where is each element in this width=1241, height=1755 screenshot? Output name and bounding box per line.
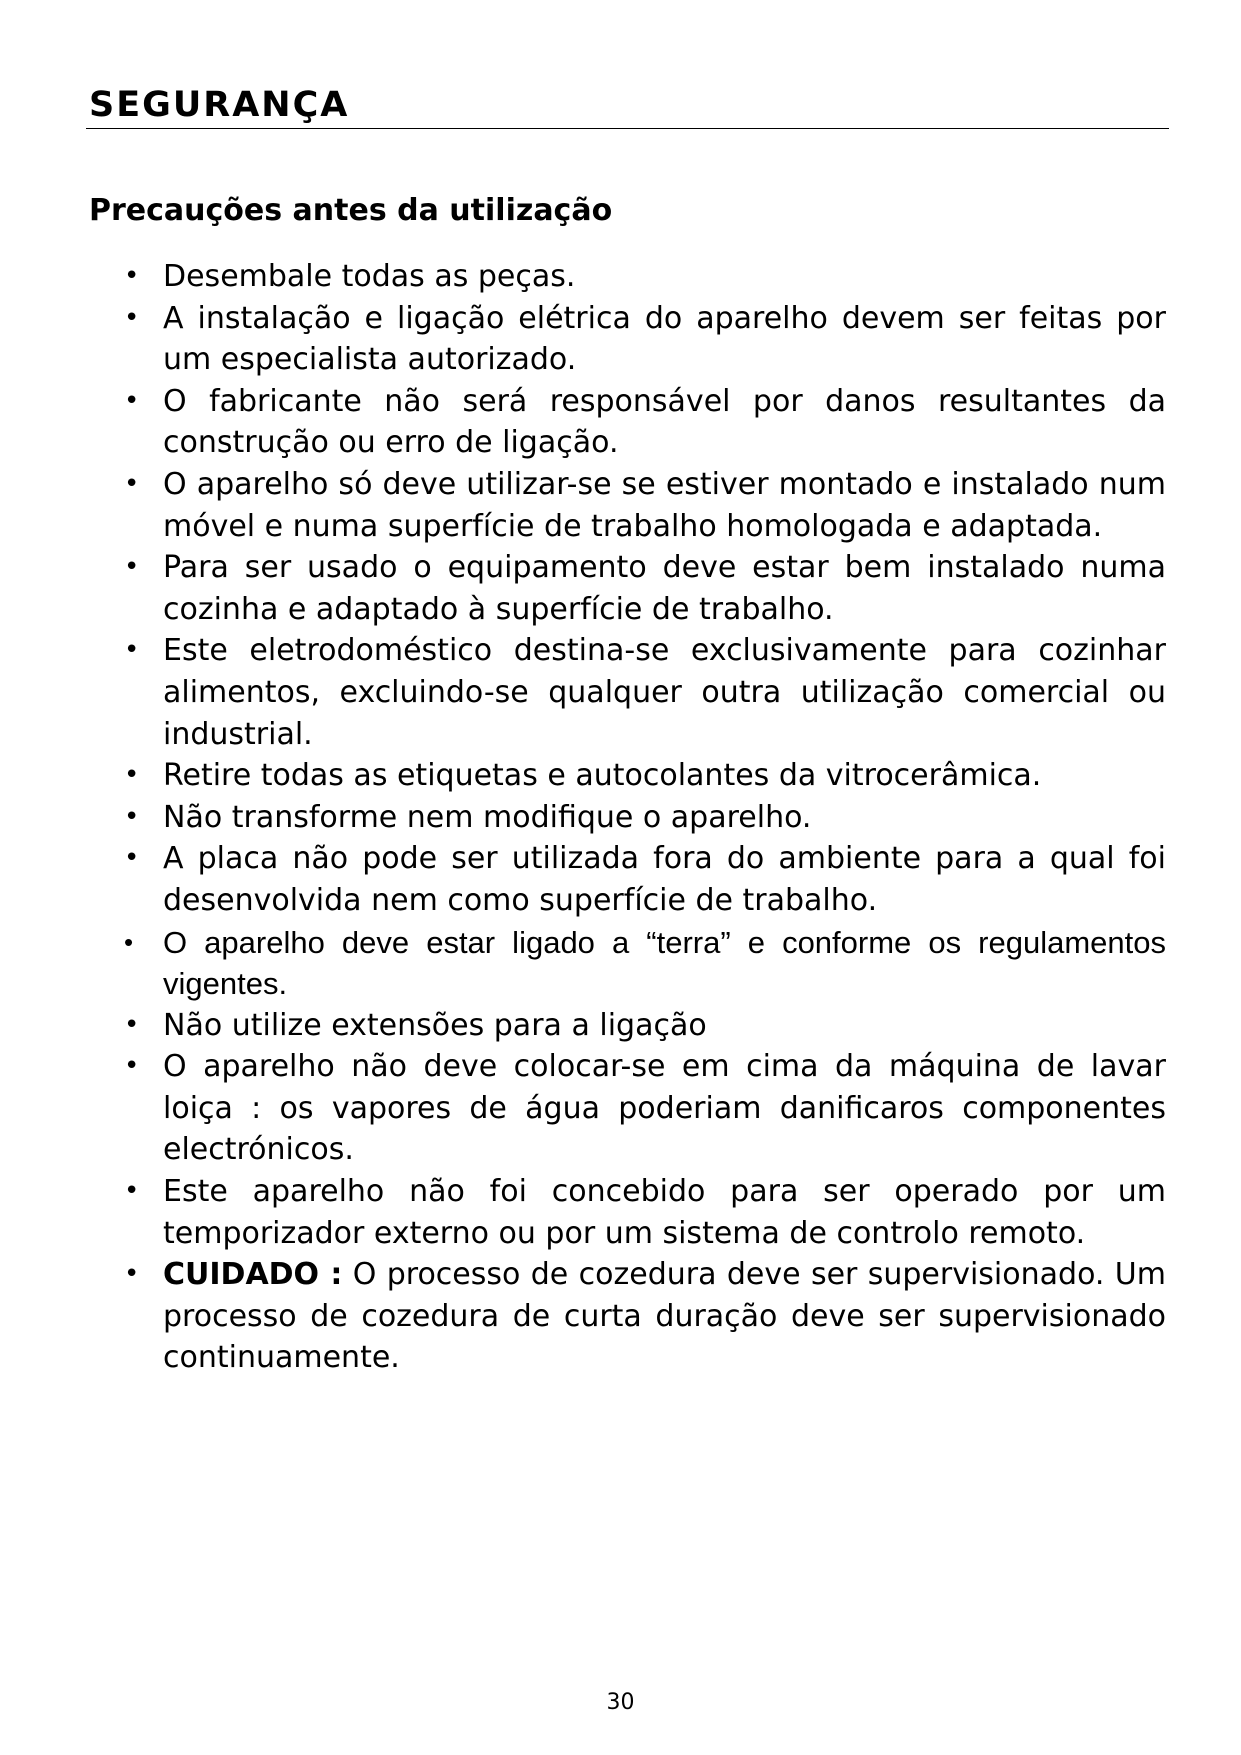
precaution-item [124,1171,1166,1254]
precaution-item [124,256,1166,298]
precaution-item [124,381,1166,464]
section-title: SEGURANÇA [89,85,350,125]
warning-text: O processo de cozedura deve ser supervisionado. Um processo de cozedura de curta duração deve ser supervisionado continuamente. [163,1257,1166,1376]
bullet-icon: • [124,1176,140,1207]
precaution-item [124,922,1166,1005]
precaution-item [124,1005,1166,1047]
bullet-icon: • [124,1009,140,1040]
precaution-item [124,797,1166,839]
bullet-icon: • [124,468,140,499]
precaution-text: Para ser usado o equipamento deve estar bem instalado numa cozinha e adaptado à superfície de trabalho. [163,550,1166,627]
precaution-item [124,298,1166,381]
bullet-icon: • [124,801,140,832]
warning-item [124,1254,1166,1379]
bullet-icon: • [124,302,140,333]
precaution-text: Não utilize extensões para a ligação [163,1007,707,1043]
warning-label: CUIDADO : [163,1257,343,1293]
bullet-icon: • [124,1259,140,1290]
bullet-icon: • [124,843,140,874]
precaution-text: O aparelho deve estar ligado a “terra” e conforme os regulamentos vigentes. [163,924,1166,1002]
precaution-text: O aparelho só deve utilizar-se se estiver montado e instalado num móvel e numa superfície de trabalho homologada e adaptada. [163,466,1166,544]
precaution-item [124,755,1166,797]
precaution-item [124,838,1166,921]
precaution-text: A instalação e ligação elétrica do aparelho devem ser feitas por um especialista autorizado. [163,300,1166,378]
bullet-icon: • [124,1051,140,1082]
precaution-text: Desembale todas as peças. [163,259,576,294]
precaution-text: Este eletrodoméstico destina-se exclusivamente para cozinhar alimentos, excluindo-se qualquer outra utilização comercial ou industrial. [163,633,1166,752]
precaution-item [124,1046,1166,1171]
precautions-list [124,256,1166,1379]
precaution-text: Não transforme nem modifique o aparelho. [163,799,812,835]
subsection-title: Precauções antes da utilização [89,193,613,228]
title-divider [86,128,1169,129]
bullet-icon: • [124,760,140,791]
precaution-text: Este aparelho não foi concebido para ser operado por um temporizador externo ou por um sistema de controlo remoto. [163,1174,1166,1251]
bullet-icon: • [124,926,134,957]
precaution-item [124,464,1166,547]
bullet-icon: • [124,261,140,291]
page-number: 30 [606,1690,635,1715]
bullet-icon: • [124,552,140,583]
precaution-text: O aparelho não deve colocar-se em cima da máquina de lavar loiça : os vapores de água poderiam danificaros componentes electrónicos. [163,1049,1166,1168]
precaution-text: A placa não pode ser utilizada fora do ambiente para a qual foi desenvolvida nem como superfície de trabalho. [163,841,1166,918]
bullet-icon: • [124,385,140,416]
bullet-icon: • [124,635,140,666]
precaution-text: O fabricante não será responsável por danos resultantes da construção ou erro de ligação. [163,383,1166,461]
precaution-item [124,630,1166,755]
precaution-text: Retire todas as etiquetas e autocolantes da vitrocerâmica. [163,758,1042,794]
precaution-item [124,547,1166,630]
